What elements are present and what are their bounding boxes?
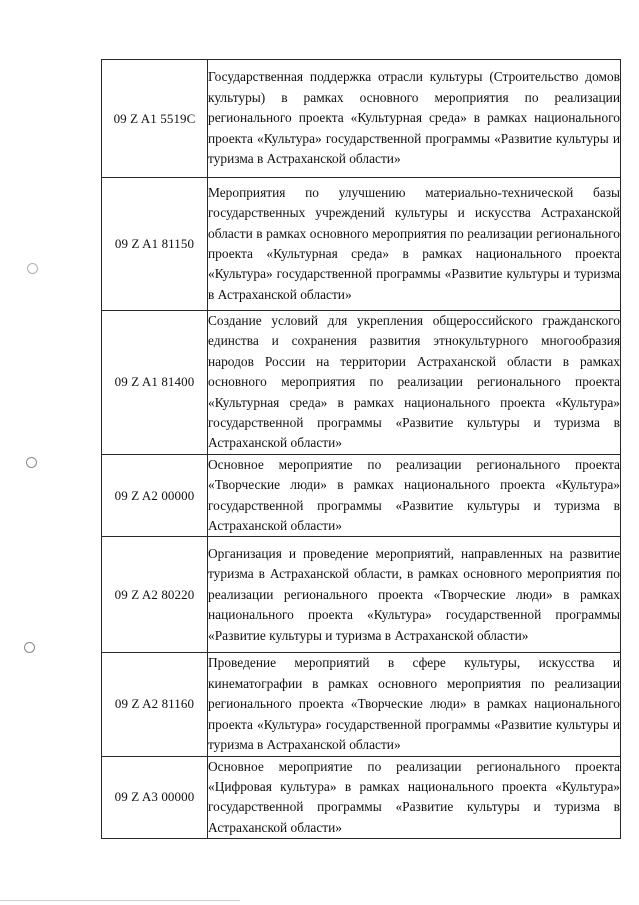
table-row <box>102 454 621 537</box>
classification-description: Мероприятия по улучшению материально-технической базы государственных учреждений культуры и искусства Астраханской области в рамках основного мероприятия по реализации регионального проекта «Культурная среда» в рамках национального проекта «Культура» государственной программы «Развитие культуры и туризма в Астраханской области» <box>208 178 621 311</box>
punch-hole-mark <box>27 263 38 274</box>
classification-description: Организация и проведение мероприятий, направленных на развитие туризма в Астраханской области, в рамках основного мероприятия по реализации регионального проекта «Творческие люди» в рамках национального проекта «Культура» государственной программы «Развитие культуры и туризма в Астраханской области» <box>208 537 621 653</box>
classification-code: 09 Z A2 00000 <box>102 454 208 537</box>
footer-divider <box>0 900 240 901</box>
classification-code: 09 Z A2 81160 <box>102 653 208 756</box>
table-row <box>102 311 621 455</box>
classification-description: Основное мероприятие по реализации регионального проекта «Творческие люди» в рамках национального проекта «Культура» государственной программы «Развитие культуры и туризма в Астраханской области» <box>208 454 621 537</box>
table-row <box>102 178 621 311</box>
classification-description: Проведение мероприятий в сфере культуры, искусства и кинематографии в рамках основного мероприятия по реализации регионального проекта «Творческие люди» в рамках национального проекта «Культура» государственной программы «Развитие культуры и туризма в Астраханской области» <box>208 653 621 756</box>
table-row <box>102 756 621 839</box>
classification-description: Государственная поддержка отрасли культуры (Строительство домов культуры) в рамках основного мероприятия по реализации регионального проекта «Культурная среда» в рамках национального проекта «Культура» государственной программы «Развитие культуры и туризма в Астраханской области» <box>208 60 621 178</box>
budget-classification-table <box>101 59 621 839</box>
classification-code: 09 Z A2 80220 <box>102 537 208 653</box>
classification-description: Основное мероприятие по реализации регионального проекта «Цифровая культура» в рамках национального проекта «Культура» государственной программы «Развитие культуры и туризма в Астраханской области» <box>208 756 621 839</box>
punch-hole-mark <box>24 642 35 653</box>
table-row <box>102 537 621 653</box>
classification-code: 09 Z A1 81400 <box>102 311 208 455</box>
table-row <box>102 653 621 756</box>
table-row <box>102 60 621 178</box>
classification-code: 09 Z A1 81150 <box>102 178 208 311</box>
classification-code: 09 Z A3 00000 <box>102 756 208 839</box>
classification-description: Создание условий для укрепления общероссийского гражданского единства и сохранения развития этнокультурного многообразия народов России на территории Астраханской области в рамках основного мероприятия по реализации регионального проекта «Культурная среда» в рамках национального проекта «Культура» государственной программы «Развитие культуры и туризма в Астраханской области» <box>208 311 621 455</box>
classification-code: 09 Z A1 5519C <box>102 60 208 178</box>
punch-hole-mark <box>26 457 37 468</box>
